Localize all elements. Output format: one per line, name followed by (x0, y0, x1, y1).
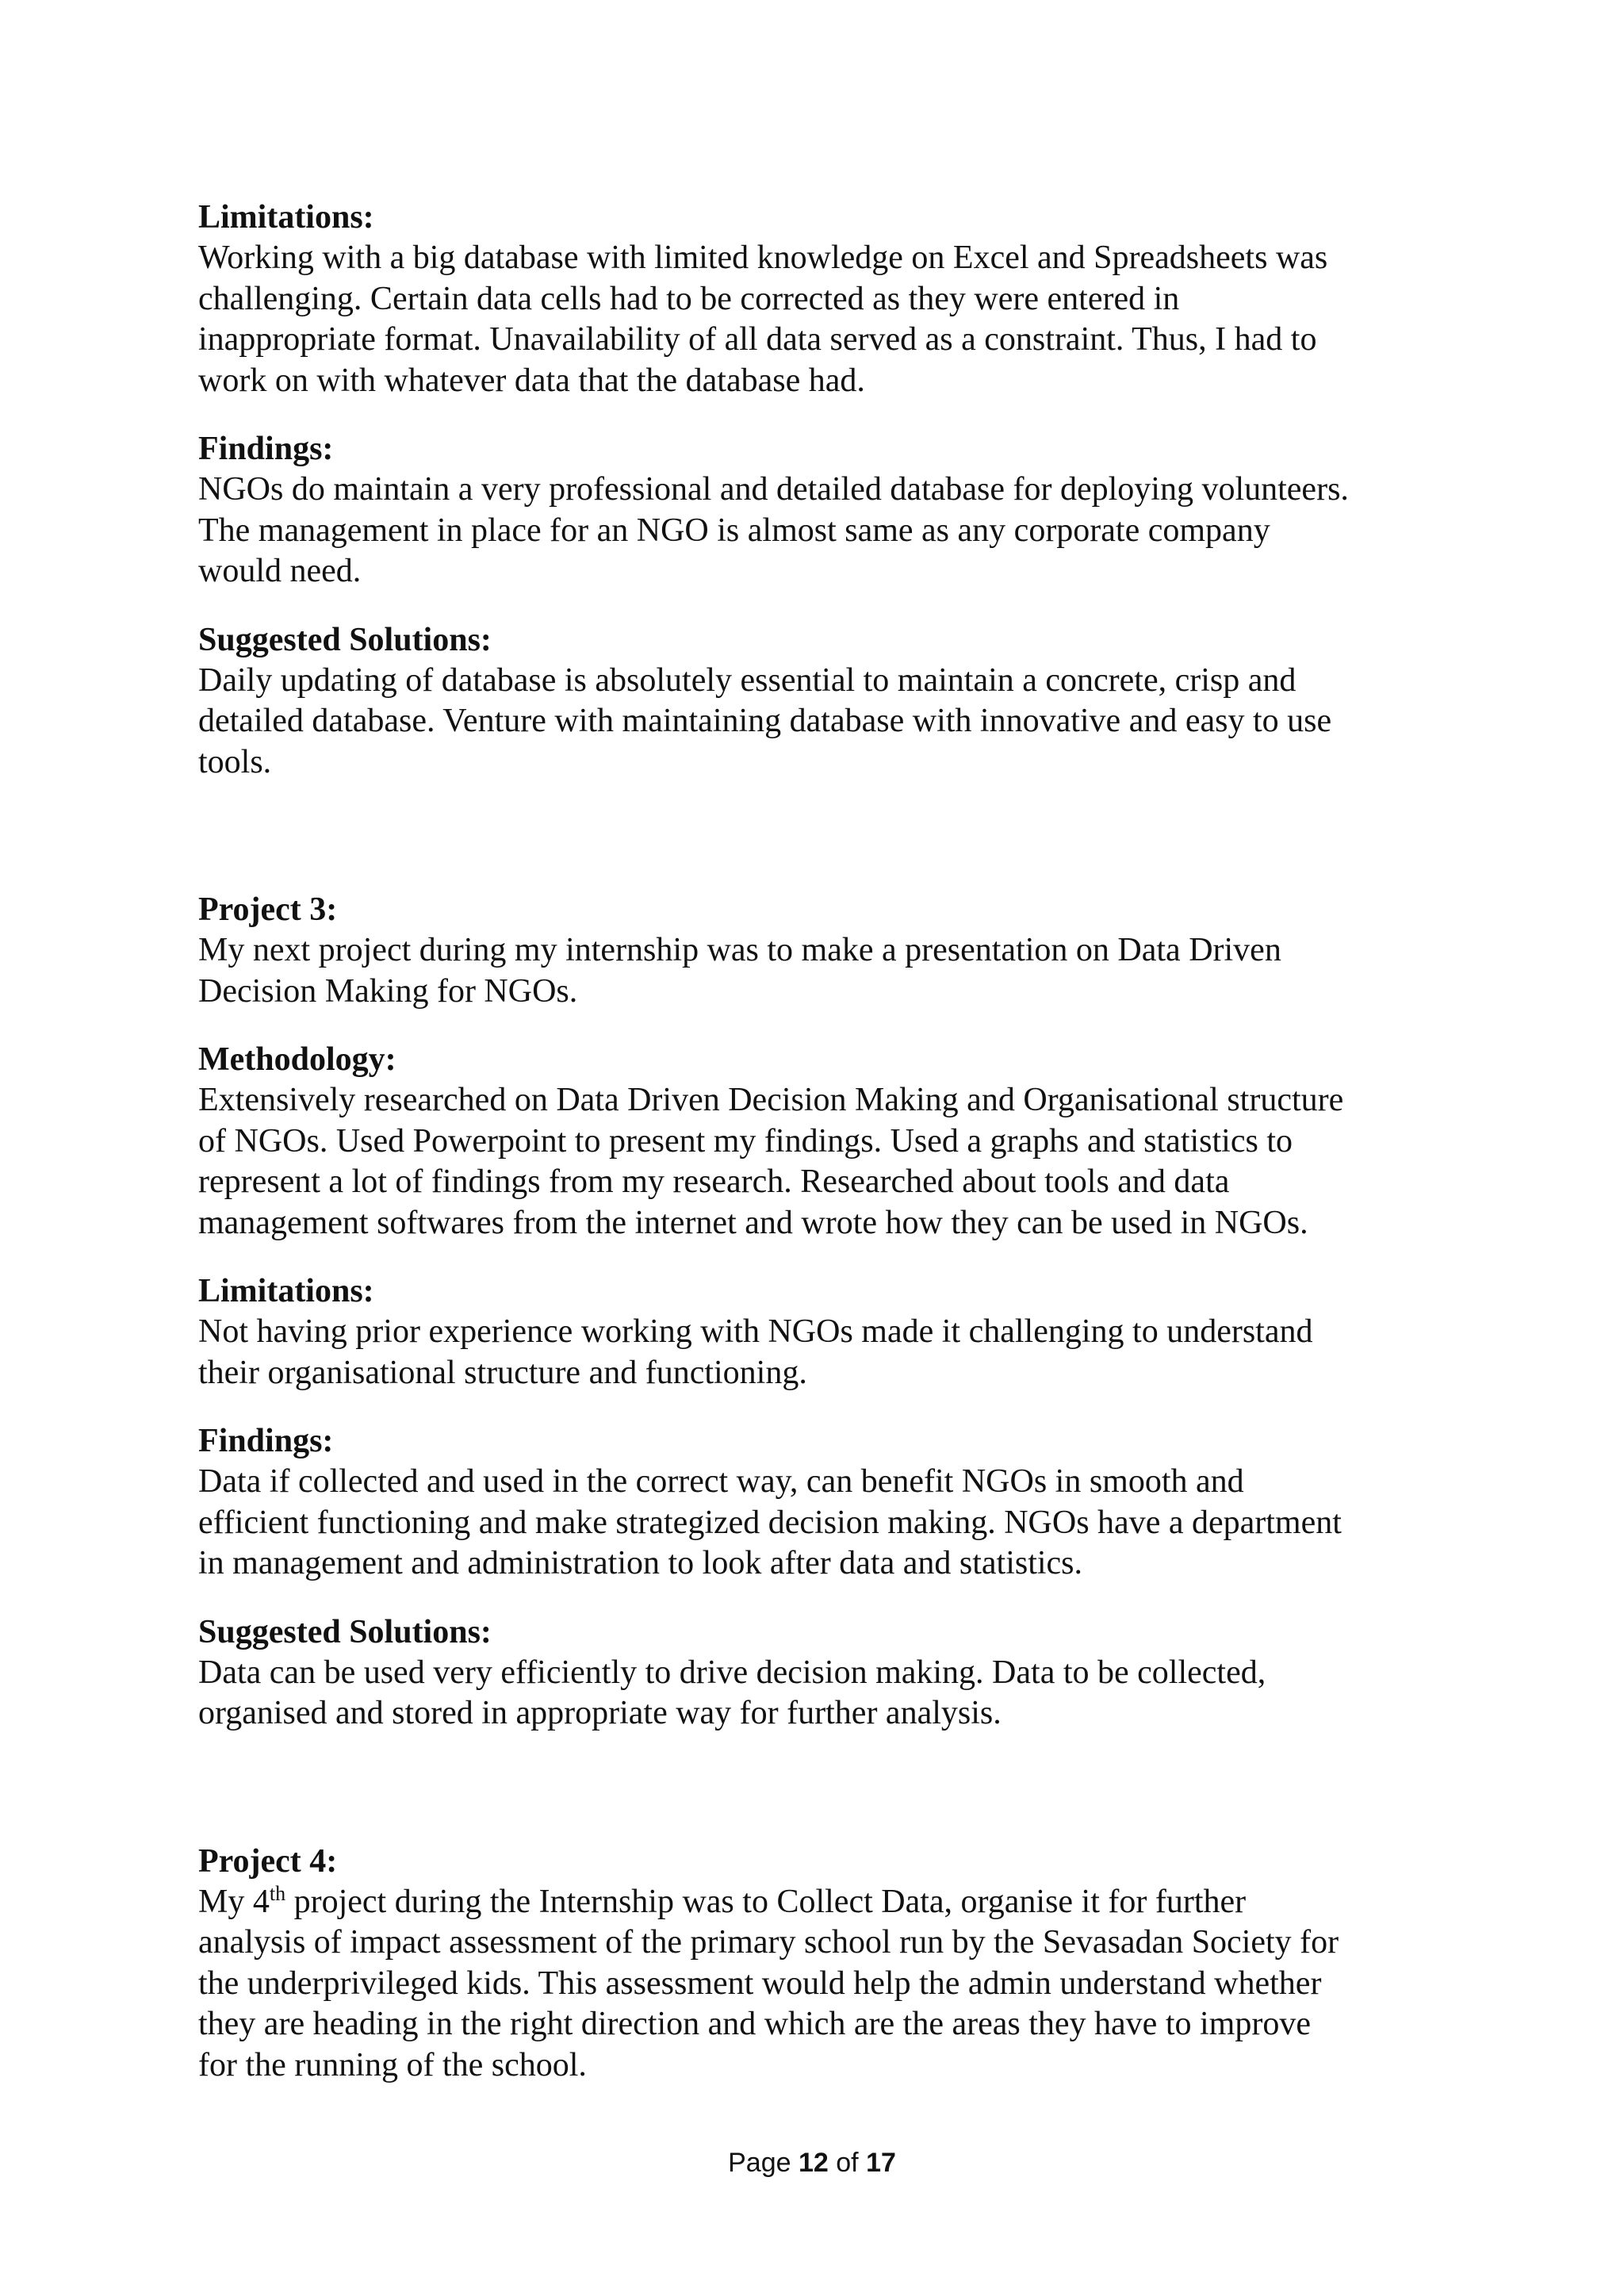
text-line: Extensively researched on Data Driven Decision Making and Organisational structure (198, 1082, 1344, 1118)
text-line: analysis of impact assessment of the primary school run by the Sevasadan Society for (198, 1924, 1339, 1961)
suggested-solutions-section (198, 619, 1435, 784)
section-heading: Findings: (198, 1423, 334, 1459)
page-number: 12 (798, 2148, 829, 2178)
text-line: in management and administration to look after data and statistics. (198, 1545, 1083, 1581)
project-3-section (198, 889, 1435, 1012)
text-line: would need. (198, 553, 362, 589)
text-line: My next project during my internship was to make a presentation on Data Driven (198, 932, 1281, 968)
text-line: Not having prior experience working with NGOs made it challenging to understand (198, 1313, 1313, 1350)
text-line: Working with a big database with limited knowledge on Excel and Spreadsheets was (198, 240, 1328, 276)
section-heading: Suggested Solutions: (198, 621, 492, 658)
section-heading: Limitations: (198, 1273, 374, 1309)
text-line: Decision Making for NGOs. (198, 972, 578, 1010)
spacer (198, 810, 1435, 889)
spacer (198, 1761, 1435, 1841)
text-fragment: project during the Internship was to Collect Data, organise it for further (285, 1883, 1247, 1920)
project-3-suggested-solutions-section (198, 1612, 1435, 1734)
methodology-section (198, 1039, 1435, 1244)
project-4-section (198, 1841, 1435, 2087)
text-line: detailed database. Venture with maintaining database with innovative and easy to use (198, 703, 1332, 739)
text-line: represent a lot of findings from my research. Researched about tools and data (198, 1163, 1230, 1200)
text-line: management softwares from the internet and wrote how they can be used in NGOs. (198, 1204, 1308, 1241)
text-line: Daily updating of database is absolutely essential to maintain a concrete, crisp and (198, 661, 1297, 699)
ordinal-suffix: th (269, 1881, 286, 1905)
text-line: NGOs do maintain a very professional and detailed database for deploying volunteers. (198, 471, 1349, 508)
text-line: of NGOs. Used Powerpoint to present my findings. Used a graphs and statistics to (198, 1122, 1293, 1159)
text-line: efficient functioning and make strategized decision making. NGOs have a department (198, 1504, 1342, 1541)
text-line: tools. (198, 743, 272, 780)
of-label: of (836, 2148, 859, 2178)
text-line: challenging. Certain data cells had to be corrected as they were entered in (198, 280, 1180, 317)
text-line: the underprivileged kids. This assessment would help the admin understand whether (198, 1964, 1322, 2002)
section-heading: Suggested Solutions: (198, 1613, 492, 1650)
text-line: work on with whatever data that the database had. (198, 362, 865, 399)
project-heading: Project 3: (198, 891, 338, 928)
section-heading: Findings: (198, 431, 334, 467)
page-footer (0, 2147, 1624, 2179)
project-3-limitations-section (198, 1271, 1435, 1393)
project-heading: Project 4: (198, 1842, 338, 1880)
text-line: their organisational structure and functioning. (198, 1354, 807, 1391)
section-heading: Limitations: (198, 199, 374, 236)
text-fragment: My 4 (198, 1883, 270, 1920)
limitations-section (198, 197, 1435, 401)
total-pages: 17 (866, 2148, 896, 2178)
section-heading: Methodology: (198, 1041, 396, 1078)
page-label: Page (728, 2148, 791, 2178)
page-content (198, 197, 1435, 2113)
text-line: they are heading in the right direction and which are the areas they have to improve (198, 2006, 1311, 2042)
findings-section (198, 428, 1435, 592)
text-line: organised and stored in appropriate way for further analysis. (198, 1695, 1002, 1731)
text-line (198, 1882, 1435, 1923)
project-3-findings-section (198, 1420, 1435, 1585)
text-line: for the running of the school. (198, 2046, 587, 2083)
text-line: inappropriate format. Unavailability of all data served as a constraint. Thus, I had to (198, 321, 1317, 358)
text-line: The management in place for an NGO is almost same as any corporate company (198, 512, 1270, 549)
text-line: Data if collected and used in the correct way, can benefit NGOs in smooth and (198, 1463, 1244, 1500)
text-line: Data can be used very efficiently to drive decision making. Data to be collected, (198, 1654, 1266, 1691)
